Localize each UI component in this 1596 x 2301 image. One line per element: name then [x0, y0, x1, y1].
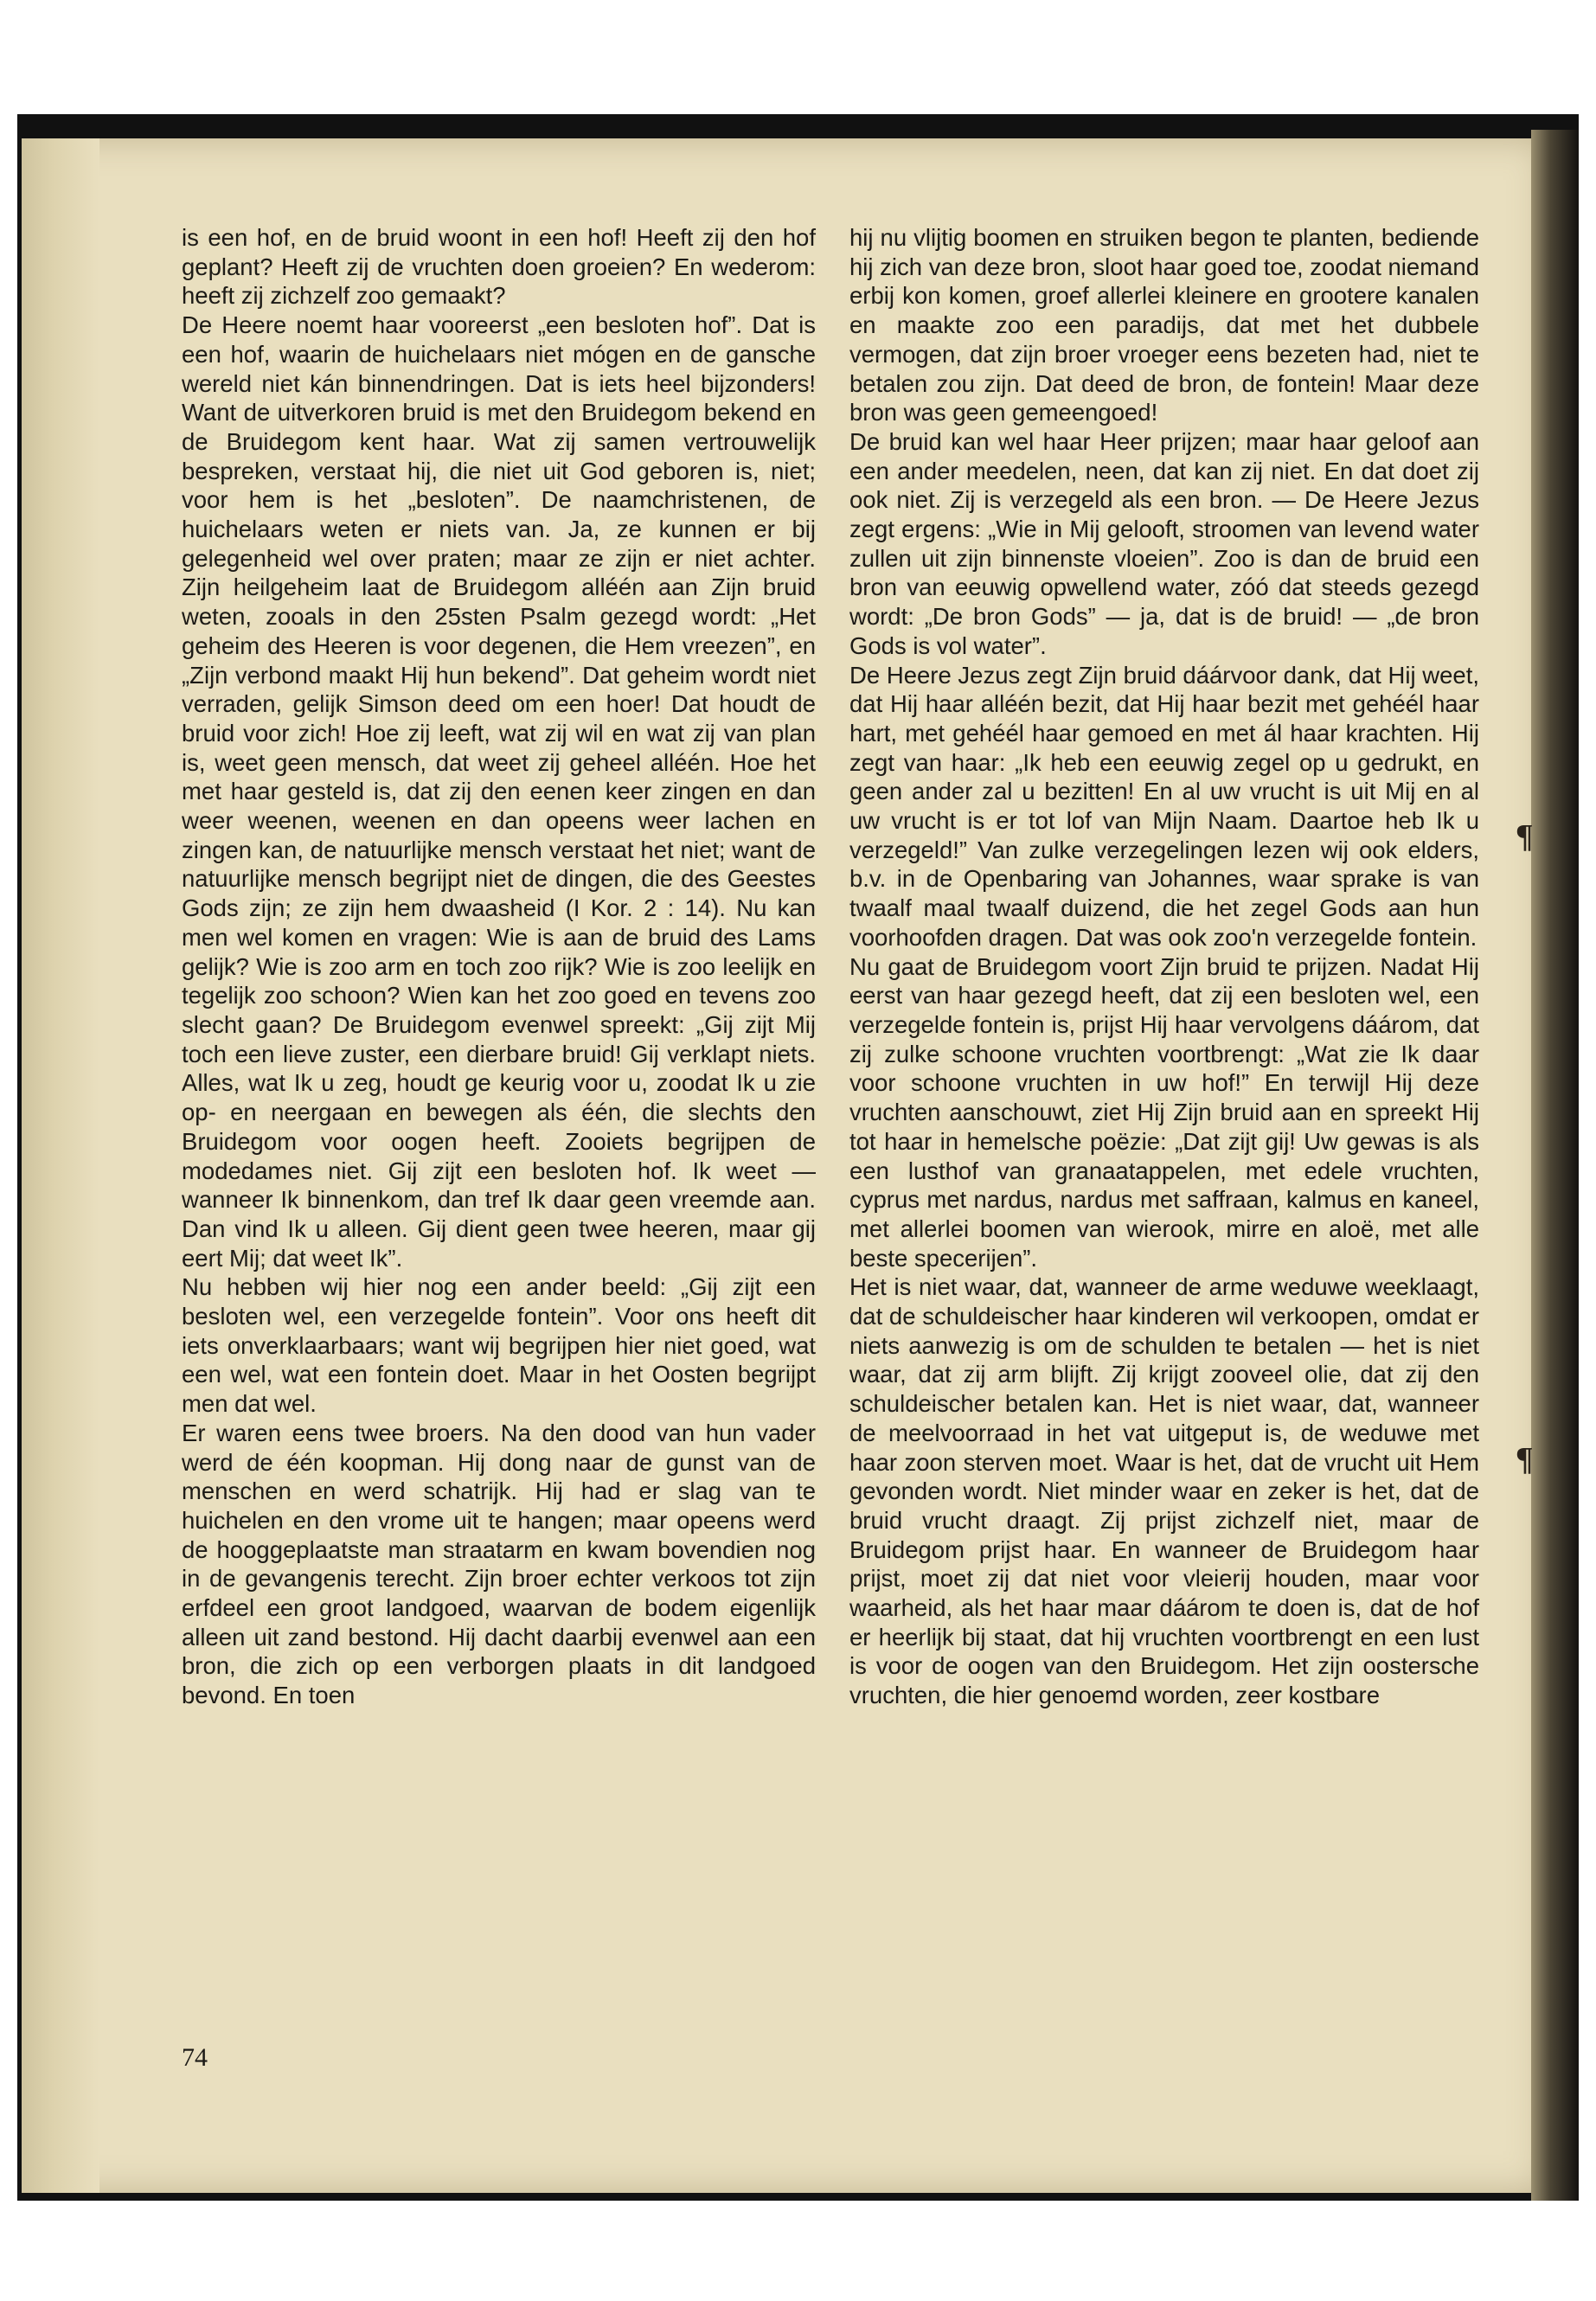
paragraph: De Heere noemt haar vooreerst „een besloten hof”. Dat is een hof, waarin de huichelaars niet mógen en de gansche wereld niet kán binnendringen. Dat is iets heel bijzonders! Want de uitverkoren bruid is met den Bruidegom bekend en de Bruidegom kent haar. Wat zij samen vertrouwelijk bespreken, verstaat hij, die niet uit God geboren is, niet; voor hem is het „besloten”. De naamchristenen, de huichelaars weten er niets van. Ja, ze kunnen er bij gelegenheid wel over praten; maar ze zijn er niet achter. Zijn heilgeheim laat de Bruidegom alléén aan Zijn bruid weten, zooals in den 25sten Psalm gezegd wordt: „Het geheim des Heeren is voor degenen, die Hem vreezen”, en „Zijn verbond maakt Hij hun bekend”. Dat geheim wordt niet verraden, gelijk Simson deed om een hoer! Dat houdt de bruid voor zich! Hoe zij leeft, wat zij wil en wat zij van plan is, weet geen mensch, dat weet zij geheel alléén. Hoe het met haar gesteld is, dat zij den eenen keer zingen en dan weer weenen, weenen en dan opeens weer lachen en zingen kan, de natuurlijke mensch verstaat het niet; want de natuurlijke mensch begrijpt niet de dingen, die des Geestes Gods zijn; ze zijn hem dwaasheid (I Kor. 2 : 14). Nu kan men wel komen en vragen: Wie is aan de bruid des Lams gelijk? Wie is zoo arm en toch zoo rijk? Wie is zoo leelijk en tegelijk zoo schoon? Wien kan het zoo goed en tevens zoo slecht gaan? De Bruidegom evenwel spreekt: „Gij zijt Mij toch een lieve zuster, een dierbare bruid! Gij verklapt niets. Alles, wat Ik u zeg, houdt ge keurig voor u, zoodat Ik u zie op- en neergaan en bewegen als één, die slechts den Bruidegom voor oogen heeft. Zooiets begrijpen de modedames niet. Gij zijt een besloten hof. Ik weet — wanneer Ik binnenkom, dan tref Ik daar geen vreemde aan. Dan vind Ik u alleen. Gij dient geen twee heeren, maar gij eert Mij; dat weet Ik”.	[182, 311, 816, 1272]
text-column-right	[849, 223, 1479, 1710]
page-number: 74	[182, 2043, 208, 2072]
paragraph: De bruid kan wel haar Heer prijzen; maar haar geloof aan een ander meedelen, neen, dat kan zij niet. En dat doet zij ook niet. Zij is verzegeld als een bron. — De Heere Jezus zegt ergens: „Wie in Mij gelooft, stroomen van levend water zullen uit zijn binnenste vloeien”. Zoo is dan de bruid een bron van eeuwig opwellend water, zóó dat steeds gezegd wordt: „De bron Gods” — ja, dat is de bruid! — „de bron Gods is vol water”.	[849, 427, 1479, 659]
book-spine	[1531, 130, 1579, 2201]
paragraph: Er waren eens twee broers. Na den dood van hun vader werd de één koopman. Hij dong naar de gunst van de menschen en werd schatrijk. Hij had er slag van te huichelen en den vrome uit te hangen; maar opeens werd de hooggeplaatste man straatarm en kwam bovendien nog in de gevangenis terecht. Zijn broer echter verkoos tot zijn erfdeel een groot landgoed, waarvan de bodem eigenlijk alleen uit zand bestond. Hij dacht daarbij evenwel aan een bron, die zich op een verborgen plaats in dit landgoed bevond. En toen	[182, 1419, 816, 1709]
page-edge-shadow	[22, 138, 99, 2193]
paragraph: De Heere Jezus zegt Zijn bruid dáárvoor dank, dat Hij weet, dat Hij haar alléén bezit, dat Hij haar bezit met gehéél haar hart, met gehéél haar gemoed en met ál haar krachten. Hij zegt van haar: „Ik heb een eeuwig zegel op u gedrukt, en geen ander zal u bezitten! En al uw vrucht is uit Mij en al uw vrucht is er tot lof van Mijn Naam. Daartoe heb Ik u verzegeld!” Van zulke verzegelingen lezen wij ook elders, b.v. in de Openbaring van Johannes, waar sprake is van twaalf maal twaalf duizend, die het zegel Gods aan hun voorhoofden dragen. Dat was ook zoo'n verzegelde fontein.	[849, 661, 1479, 951]
paragraph: is een hof, en de bruid woont in een hof! Heeft zij den hof geplant? Heeft zij de vruchten doen groeien? En wederom: heeft zij zichzelf zoo gemaakt?	[182, 224, 816, 310]
paragraph: hij nu vlijtig boomen en struiken begon te planten, bediende hij zich van deze bron, sloot haar goed toe, zoodat niemand erbij kon komen, groef allerlei kleinere en grootere kanalen en maakte zoo een paradijs, dat met het dubbele vermogen, dat zijn broer vroeger eens bezeten had, niet te betalen zou zijn. Dat deed de bron, de fontein! Maar deze bron was geen gemeengoed!	[849, 224, 1479, 426]
margin-mark: ¶	[1516, 1441, 1534, 1477]
paragraph: Het is niet waar, dat, wanneer de arme weduwe weeklaagt, dat de schuldeischer haar kinderen wil verkoopen, omdat er niets aanwezig is om de schulden te betalen — het is niet waar, dat zij arm blijft. Zij krijgt zooveel olie, dat zij den schuldeischer betalen kan. Het is niet waar, dat, wanneer de meelvoorraad in het vat uitgeput is, de weduwe met haar zoon sterven moet. Waar is het, dat de vrucht uit Hem gevonden wordt. Niet minder waar en zeker is het, dat de bruid vrucht draagt. Zij prijst zichzelf niet, maar de Bruidegom prijst haar. En wanneer de Bruidegom haar prijst, moet zij dat niet voor vleierij houden, maar voor waarheid, als het haar maar dáárom te doen is, dat de hof er heerlijk bij staat, dat hij vruchten voortbrengt en een lust is voor de oogen van den Bruidegom. Het zijn oostersche vruchten, die hier genoemd worden, zeer kostbare	[849, 1273, 1479, 1709]
text-column-left	[182, 223, 816, 1710]
margin-mark: ¶	[1516, 818, 1534, 855]
paragraph: Nu hebben wij hier nog een ander beeld: „Gij zijt een besloten wel, een verzegelde fontein”. Voor ons heeft dit iets onverklaarbaars; want wij begrijpen hier niet goed, wat een wel, wat een fontein doet. Maar in het Oosten begrijpt men dat wel.	[182, 1273, 816, 1418]
paragraph: Nu gaat de Bruidegom voort Zijn bruid te prijzen. Nadat Hij eerst van haar gezegd heeft, dat zij een besloten wel, een verzegelde fontein is, prijst Hij haar vervolgens dáárom, dat zij zulke schoone vruchten voortbrengt: „Wat zie Ik daar voor schoone vruchten in uw hof!” En terwijl Hij deze vruchten aanschouwt, ziet Hij Zijn bruid aan en spreekt Hij tot haar in hemelsche poëzie: „Dat zijt gij! Uw gewas is als een lusthof van granaatappelen, met edele vruchten, cyprus met nardus, nardus met saffraan, kalmus en kaneel, met allerlei boomen van wierook, mirre en aloë, met alle beste specerijen”.	[849, 952, 1479, 1272]
